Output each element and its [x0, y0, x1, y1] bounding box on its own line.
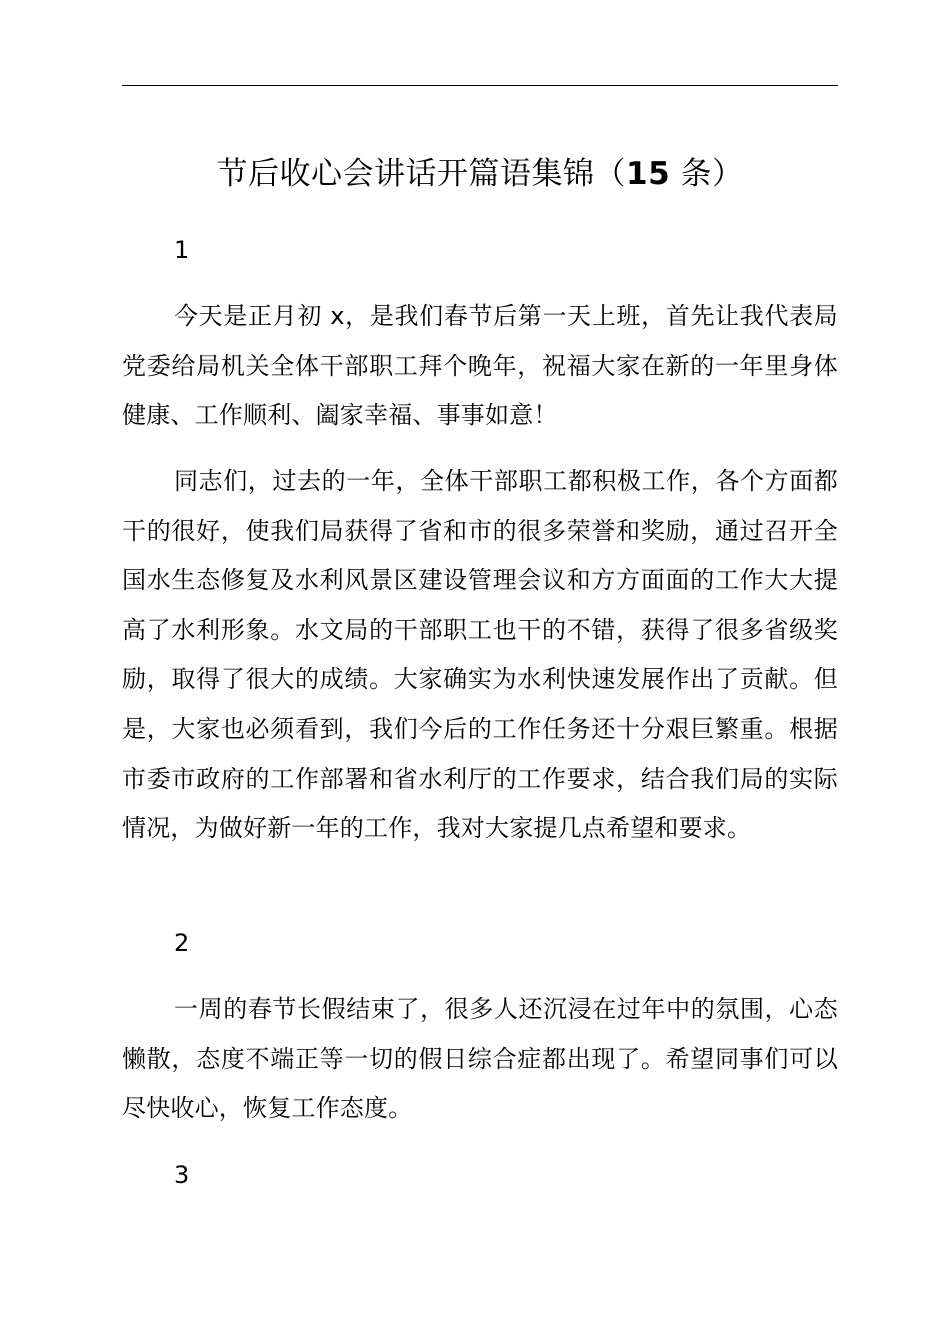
- section-2-paragraph-1: 一周的春节长假结束了，很多人还沉浸在过年中的氛围，心态懒散，态度不端正等一切的假日综合症都出现了。希望同事们可以尽快收心，恢复工作态度。: [122, 995, 838, 1123]
- section-number-2: 2: [174, 929, 190, 957]
- document-title: [122, 152, 838, 196]
- header-rule: [122, 85, 838, 86]
- title-tail-text: 条）: [670, 156, 744, 192]
- title-main-text: 节后收心会讲话开篇语集锦（: [216, 156, 626, 192]
- section-1-paragraph-1: 今天是正月初 x，是我们春节后第一天上班，首先让我代表局党委给局机关全体干部职工拜个晚年，祝福大家在新的一年里身体健康、工作顺利、阖家幸福、事事如意！: [122, 302, 838, 430]
- title-count: 15: [626, 156, 671, 192]
- section-1-paragraph-2: 同志们，过去的一年，全体干部职工都积极工作，各个方面都干的很好，使我们局获得了省和市的很多荣誉和奖励，通过召开全国水生态修复及水利风景区建设管理会议和方方面面的工作大大提高了水利形象。水文局的干部职工也干的不错，获得了很多省级奖励，取得了很大的成绩。大家确实为水利快速发展作出了贡献。但是，大家也必须看到，我们今后的工作任务还十分艰巨繁重。根据市委市政府的工作部署和省水利厅的工作要求，结合我们局的实际情况，为做好新一年的工作，我对大家提几点希望和要求。: [122, 467, 838, 843]
- section-number-3: 3: [174, 1161, 190, 1189]
- section-number-1: 1: [174, 236, 190, 264]
